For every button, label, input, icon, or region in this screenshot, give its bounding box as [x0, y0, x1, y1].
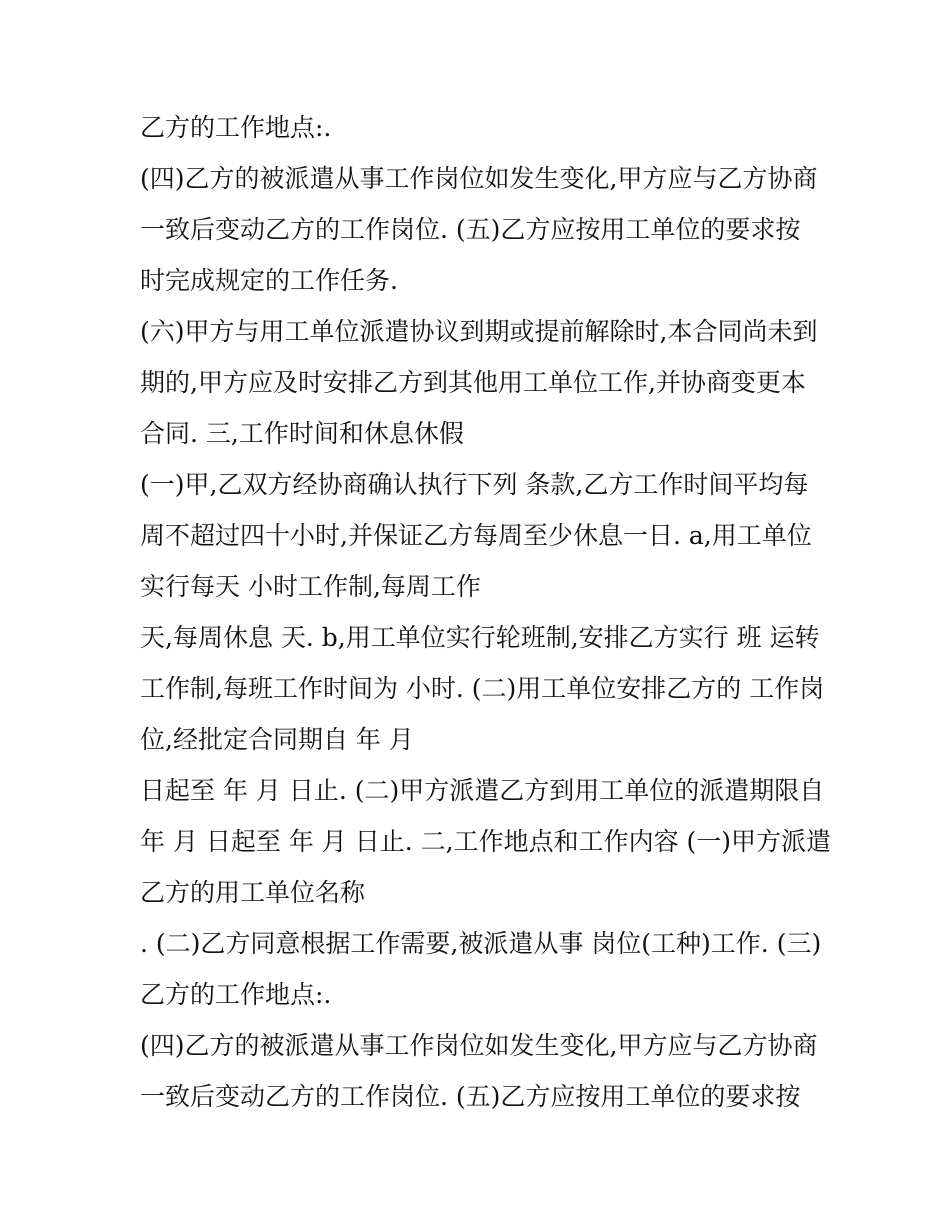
- text-line: (六)甲方与用工单位派遣协议到期或提前解除时,本合同尚未到: [140, 317, 818, 346]
- text-line: . (二)乙方同意根据工作需要,被派遣从事 岗位(工种)工作. (三): [140, 929, 822, 958]
- text-line: (一)甲,乙双方经协商确认执行下列 条款,乙方工作时间平均每: [140, 470, 809, 499]
- text-line: 年 月 日起至 年 月 日止. 二,工作地点和工作内容 (一)甲方派遣: [140, 827, 832, 856]
- text-line: 工作制,每班工作时间为 小时. (二)用工单位安排乙方的 工作岗: [140, 674, 825, 703]
- text-line: 乙方的工作地点:.: [140, 113, 332, 142]
- text-line: (四)乙方的被派遣从事工作岗位如发生变化,甲方应与乙方协商: [140, 164, 818, 193]
- text-line: 日起至 年 月 日止. (二)甲方派遣乙方到用工单位的派遣期限自: [140, 776, 825, 805]
- text-line: 周不超过四十小时,并保证乙方每周至少休息一日. a,用工单位: [140, 521, 812, 550]
- text-line: 乙方的工作地点:.: [140, 980, 332, 1009]
- text-line: 时完成规定的工作任务.: [140, 266, 398, 295]
- text-line: 位,经批定合同期自 年 月: [140, 725, 414, 754]
- document-body: [140, 108, 832, 1128]
- text-line: 合同. 三,工作时间和休息休假: [140, 419, 464, 448]
- text-line: 一致后变动乙方的工作岗位. (五)乙方应按用工单位的要求按: [140, 215, 801, 244]
- text-line: 天,每周休息 天. b,用工单位实行轮班制,安排乙方实行 班 运转: [140, 623, 820, 652]
- text-line: (四)乙方的被派遣从事工作岗位如发生变化,甲方应与乙方协商: [140, 1031, 818, 1060]
- text-line: 一致后变动乙方的工作岗位. (五)乙方应按用工单位的要求按: [140, 1082, 801, 1111]
- text-line: 乙方的用工单位名称: [140, 878, 366, 907]
- text-line: 期的,甲方应及时安排乙方到其他用工单位工作,并协商变更本: [140, 368, 806, 397]
- text-line: 实行每天 小时工作制,每周工作: [140, 572, 481, 601]
